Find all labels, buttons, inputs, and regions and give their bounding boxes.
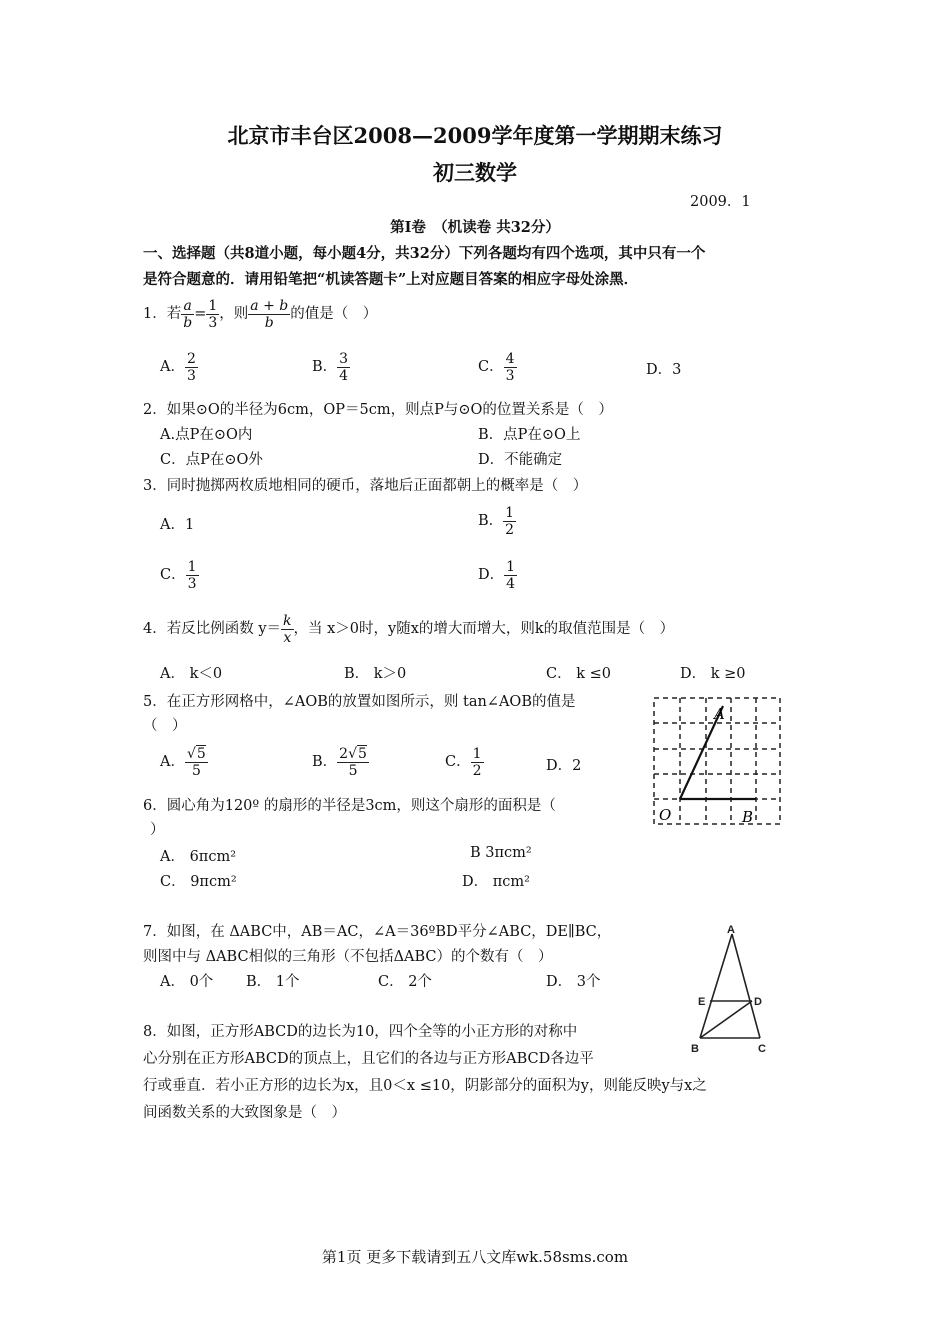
q3-option-d: D． $\frac{1}{4}$ (478, 558, 516, 592)
q2-option-c: C．点P在⊙O外 (160, 452, 263, 468)
q4-option-d: D． k ≥0 (680, 666, 746, 682)
q6-option-a: A． 6πcm² (160, 849, 237, 865)
q7-option-d: D． 3个 (546, 974, 601, 990)
q5-option-b: B． $\frac{2√5}{5}$ (312, 746, 367, 779)
q1-fraction-one-third: $\frac{1}{3}$ (208, 297, 218, 331)
q1-fraction-a-over-b: $\frac{a}{b}$ (183, 297, 193, 331)
q1-equals: = (194, 306, 207, 322)
vertex-d: D (754, 996, 762, 1008)
q7-triangle-figure (688, 922, 784, 1060)
vertex-a: A (727, 924, 735, 936)
q5-option-a: A． $\frac{√5}{5}$ (160, 746, 206, 779)
q2-option-b: B．点P在⊙O上 (478, 427, 581, 443)
q3-option-b: B． $\frac{1}{2}$ (478, 504, 515, 538)
question-3-stem: 3．同时抛掷两枚质地相同的硬币，落地后正面都朝上的概率是（ ） (143, 478, 588, 494)
vertex-c: C (758, 1043, 766, 1055)
vertex-b: B (691, 1043, 699, 1055)
question-8-line3: 行或垂直．若小正方形的边长为x，且0＜x ≤10，阴影部分的面积为y，则能反映y与x之 (143, 1078, 707, 1094)
q1-option-b: B． $\frac{3}{4}$ (312, 350, 349, 384)
q4-option-a: A． k＜0 (160, 666, 223, 682)
label-a: A (714, 705, 725, 723)
q3-option-c: C． $\frac{1}{3}$ (160, 558, 197, 592)
question-7-line1: 7．如图，在 ΔABC中，AB＝AC，∠A＝36ºBD平分∠ABC，DE∥BC， (143, 924, 612, 940)
question-5-line1: 5．在正方形网格中，∠AOB的放置如图所示，则 tan∠AOB的值是 (143, 694, 576, 710)
q4-option-b: B． k＞0 (344, 666, 407, 682)
page-title: 北京市丰台区2008—2009学年度第一学期期末练习 (227, 123, 723, 148)
vertex-e: E (698, 996, 706, 1008)
question-8-line4: 间函数关系的大致图象是（ ） (143, 1105, 346, 1121)
q5-option-d: D．2 (546, 758, 582, 774)
q5-option-c: C． $\frac{1}{2}$ (445, 745, 482, 779)
q1-option-a: A． $\frac{2}{3}$ (160, 350, 196, 384)
question-6-line2: ） (150, 822, 165, 838)
question-8-line1: 8．如图，正方形ABCD的边长为10，四个全等的小正方形的对称中 (143, 1024, 578, 1040)
q1-option-d: D．3 (646, 362, 682, 378)
q7-option-a: A． 0个 (160, 974, 214, 990)
q1-fraction-a-plus-b-over-b: $\frac{a + b}{b}$ (250, 297, 289, 331)
label-b: B (742, 808, 754, 826)
question-5-line2: （ ） (143, 718, 187, 734)
question-6-line1: 6．圆心角为120º 的扇形的半径是3cm，则这个扇形的面积是（ (143, 798, 556, 814)
exam-date: 2009．1 (690, 194, 751, 210)
q4-option-c: C． k ≤0 (546, 666, 611, 682)
question-2-stem: 2．如果⊙O的半径为6cm，OP＝5cm，则点P与⊙O的位置关系是（ ） (143, 402, 613, 418)
q2-option-a: A.点P在⊙O内 (160, 427, 253, 443)
q1-suffix: 的值是（ ） (290, 306, 378, 322)
q3-option-a: A．1 (160, 517, 195, 533)
q1-option-c: C． $\frac{4}{3}$ (478, 350, 515, 384)
question-1-stem (143, 296, 377, 332)
question-8-line2: 心分别在正方形ABCD的顶点上，且它们的各边与正方形ABCD各边平 (143, 1051, 594, 1067)
q6-option-c: C． 9πcm² (160, 874, 237, 890)
question-4-stem: 4．若反比例函数 y＝ $\frac{k}{x}$ ，当 x＞0时，y随x的增大而增大，则k的取值范围是（ ） (143, 612, 675, 646)
q4-fraction-k-over-x: $\frac{k}{x}$ (283, 612, 292, 646)
page-subtitle: 初三数学 (433, 160, 517, 185)
section-intro-line2: 是符合题意的．请用铅笔把“机读答题卡”上对应题目答案的相应字母处涂黑． (143, 271, 639, 288)
q7-option-c: C． 2个 (378, 974, 432, 990)
section-heading: 第Ⅰ卷 （机读卷 共32分） (390, 219, 560, 236)
label-o: O (659, 806, 672, 824)
q7-option-b: B． 1个 (246, 974, 300, 990)
q6-option-d: D． πcm² (462, 874, 530, 890)
q1-prefix: 1．若 (143, 306, 182, 322)
section-intro-line1: 一、选择题（共8道小题，每小题4分，共32分）下列各题均有四个选项，其中只有一个 (143, 245, 706, 262)
q1-mid: ，则 (219, 306, 249, 322)
q2-option-d: D．不能确定 (478, 452, 563, 468)
q6-option-b: B 3πcm² (470, 845, 532, 861)
question-7-line2: 则图中与 ΔABC相似的三角形（不包括ΔABC）的个数有（ ） (143, 949, 553, 965)
page-footer: 第1页 更多下载请到五八文库wk.58sms.com (321, 1248, 629, 1266)
q5-grid-figure (650, 694, 785, 829)
